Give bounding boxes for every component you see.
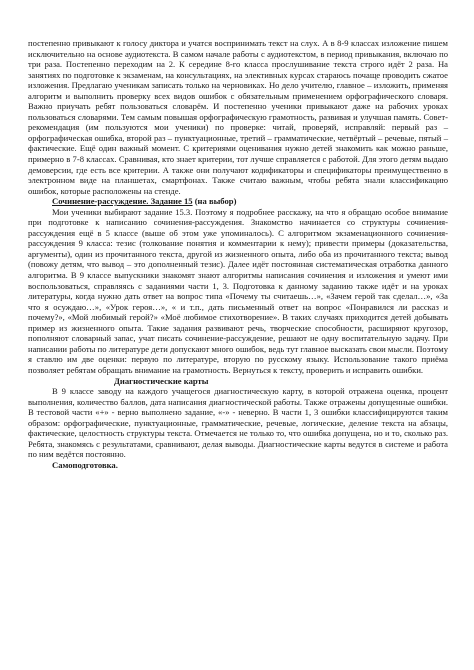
paragraph-diagnostic-cards: В 9 классе заводу на каждого учащегося диагностическую карту, в которой отражена оценка, процент выполнения, количество баллов, дата написания диагностической работы. Также отражены допущенные ошибки. В тестовой части «+» - верно выполнено задание, «-» - неверно. В части 1, 3 ошибки классифицируются таким образом: орфографические, пунктуационные, грамматические, речевые, логические, деление текста на абзацы, фактические, целостность структуры текста. Отмечается не только то, что ошибка допущена, но и то, сколько раз. Ребята, знакомясь с результатами, сравнивают, делая выводы. Диагностические карты ведутся в системе и работа по ним ведётся постоянно.	[28, 386, 448, 460]
section-heading-diagnostic-cards: Диагностические карты	[114, 375, 209, 386]
section-heading-self-preparation: Самоподготовка.	[52, 459, 118, 470]
paragraph-essay-preparation: Мои ученики выбирают задание 15.3. Поэтому я подробнее расскажу, на что я обращаю особое внимание при подготовке к написанию сочинения-рассуждения. Знакомство начинается со структуры сочинения-рассуждения ещё в 5 классе (выше об этом уже упоминалось). С алгоритмом экзаменационного сочинения-рассуждения 9 класса: тезис (толкование понятия и комментарии к нему); привести примеры (доказательства, аргументы), один из прочитанного текста, другой из жизненного опыта, либо оба из прочитанного текста; вывод (повожу детям, что вывод – это дополненный тезис). Далее идёт постоянная систематическая отработка данного алгоритма. В 9 классе выпускники знакомят знают алгоритмы написания сочинения и изложения и умеют ими воспользоваться, справляясь с заданиями части 1, 3. Подготовка к данному заданию также идёт и на уроках литературы, когда нужно дать ответ на вопрос типа «Почему ты считаешь…», «Зачем герой так сделал…», «За что я осуждаю…», «Урок героя…», « и т.п., дать письменный ответ на вопрос «Понравился ли рассказ и почему?», «Мой любимый герой?» «Моё любимое стихотворение». В таких случаях приходится детей добывать пример из жизненного опыта. Такие задания развивают речь, творческие способности, расширяют кругозор, пополняют словарный запас, учат писать сочинение-рассуждение, решают не одну воспитательную задачу. При написании работы по литературе дети допускают много ошибок, ведь тут главное высказать свои мысли. Поэтому я ставлю им две оценки: первую по литературе, вторую по русскому языку. Использование такого приёма позволяет ребятам обращать внимание на грамотность. Вернуться к тексту, проверить и исправить ошибки.	[28, 206, 448, 375]
paragraph-audio-exposition: постепенно привыкают к голосу диктора и учатся воспринимать текст на слух. А в 8-9 классах изложение пишем исключительно на основе аудиотекста. В самом начале работы с аудиотекстом, в период привыкания, включаю по три раза. Постепенно переходим на 2. К середине 8-го класса прослушивание текста строго идёт 2 раза. На занятиях по подготовке к экзаменам, на консультациях, на элективных курсах стараюсь почаще проводить сжатое изложения. Предлагаю ученикам записать только на черновиках. Но дело учителю, главное – изложить, применяя алгоритм и выполнить проверку всех видов ошибок с обязательным применением орфографического словаря. Важно приучать ребят пользоваться словарём. И постепенно ученики привыкают даже на рабочих уроках пользоваться словарями. Тем самым повышая орфографическую грамотность, развивая и улучшая память. Совет-рекомендация (им пользуются мои ученики) по проверке: читай, проверяй, исправляй: первый раз – орфографическая ошибка, второй раз – пунктуационные, третий – грамматические, четвёртый – речевые, пятый – фактические. Ещё один важный момент. С критериями оценивания нужно детей знакомить как можно раньше, примерно в 7-8 классах. Сравнивая, кто знает критерии, тот лучше справляется с работой. Для этого детям выдаю демоверсии, где есть все критерии. А также они получают кодификаторы и спецификаторы преимущественно в электронном виде на планшетах, смартфонах. Также считаю важным, чтобы ребята знали классификацию ошибок, которые расположены на стенде.	[28, 38, 448, 196]
section-heading-essay	[28, 196, 448, 207]
section-heading-essay-title: Сочинение-рассуждение. Задание 15	[52, 196, 193, 207]
section-heading-essay-note: (на выбор)	[192, 196, 237, 207]
